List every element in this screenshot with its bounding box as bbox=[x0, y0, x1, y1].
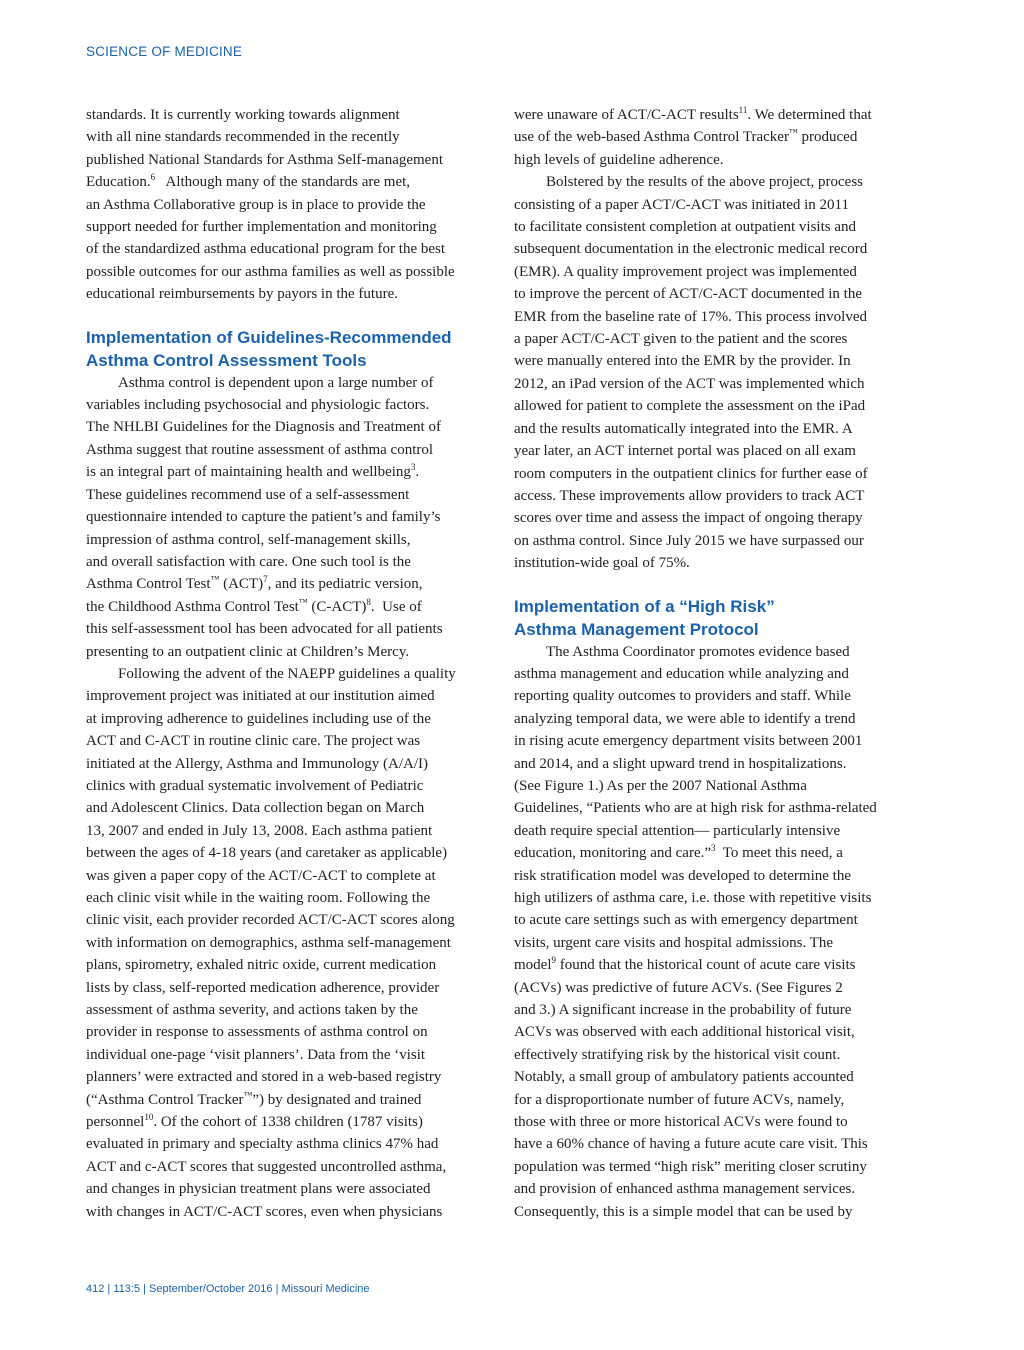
text-fragment: found that the historical count of acute care visits bbox=[556, 957, 856, 974]
text-line: Following the advent of the NAEPP guidelines a quality bbox=[118, 665, 456, 682]
trademark-symbol: ™ bbox=[243, 1089, 253, 1100]
heading-line: Implementation of Guidelines-Recommended bbox=[86, 327, 452, 347]
text-line: room computers in the outpatient clinics for further ease of bbox=[514, 465, 868, 482]
text-line: These guidelines recommend use of a self-assessment bbox=[86, 486, 410, 503]
text-line: with changes in ACT/C-ACT scores, even when physicians bbox=[86, 1203, 443, 1220]
text-fragment: . Use of bbox=[370, 598, 422, 615]
text-line: (See Figure 1.) As per the 2007 National Asthma bbox=[514, 777, 807, 794]
text-line: and 3.) A significant increase in the probability of future bbox=[514, 1002, 852, 1019]
text-fragment: (ACT) bbox=[219, 576, 264, 593]
text-line: lists by class, self-reported medication adherence, provider bbox=[86, 979, 440, 996]
text-fragment: To meet this need, a bbox=[715, 845, 843, 862]
text-fragment: Asthma Control Test bbox=[86, 576, 211, 593]
text-line: Guidelines, “Patients who are at high risk for asthma-related bbox=[514, 800, 877, 817]
text-line: scores over time and assess the impact of ongoing therapy bbox=[514, 510, 863, 527]
text-line: educational reimbursements by payors in the future. bbox=[86, 286, 398, 303]
text-line: death require special attention— particularly intensive bbox=[514, 822, 841, 839]
text-line: EMR from the baseline rate of 17%. This process involved bbox=[514, 308, 867, 325]
text-line: with information on demographics, asthma self-management bbox=[86, 934, 451, 951]
page-footer: 412 | 113:5 | September/October 2016 | Missouri Medicine bbox=[86, 1283, 370, 1295]
text-line: a paper ACT/C-ACT given to the patient and the scores bbox=[514, 331, 848, 348]
trademark-symbol: ™ bbox=[788, 127, 798, 138]
paragraph bbox=[514, 171, 924, 574]
text-line: Notably, a small group of ambulatory patients accounted bbox=[514, 1069, 854, 1086]
text-line: 13, 2007 and ended in July 13, 2008. Each asthma patient bbox=[86, 822, 433, 839]
text-fragment: use of the web-based Asthma Control Tracker bbox=[514, 129, 789, 146]
text-line: was given a paper copy of the ACT/C-ACT to complete at bbox=[86, 867, 436, 884]
text-line: to facilitate consistent completion at outpatient visits and bbox=[514, 219, 857, 236]
text-line bbox=[86, 1111, 496, 1133]
citation-ref: 8 bbox=[366, 596, 371, 607]
text-line: and 2014, and a slight upward trend in hospitalizations. bbox=[514, 755, 847, 772]
text-line: those with three or more historical ACVs were found to bbox=[514, 1114, 848, 1131]
text-line: visits, urgent care visits and hospital admissions. The bbox=[514, 934, 833, 951]
section-label: SCIENCE OF MEDICINE bbox=[86, 44, 243, 59]
text-fragment: Although many of the standards are met, bbox=[155, 174, 411, 191]
citation-ref: 9 bbox=[551, 955, 556, 966]
text-line bbox=[86, 461, 496, 483]
right-column bbox=[514, 104, 924, 1223]
text-line: improvement project was initiated at our institution aimed bbox=[86, 688, 435, 705]
text-line: each clinic visit while in the waiting room. Following the bbox=[86, 890, 431, 906]
text-fragment: personnel bbox=[86, 1114, 145, 1131]
text-line: assessment of asthma severity, and actions taken by the bbox=[86, 1002, 418, 1019]
text-line: between the ages of 4-18 years (and caretaker as applicable) bbox=[86, 845, 448, 862]
text-line: to improve the percent of ACT/C-ACT documented in the bbox=[514, 286, 862, 303]
text-line: on asthma control. Since July 2015 we have surpassed our bbox=[514, 532, 864, 549]
citation-ref: 6 bbox=[150, 172, 156, 183]
trademark-symbol: ™ bbox=[210, 574, 220, 585]
text-line: plans, spirometry, exhaled nitric oxide, current medication bbox=[86, 957, 437, 974]
text-fragment: . We determined that bbox=[747, 107, 872, 123]
text-fragment: model bbox=[514, 957, 552, 974]
text-line: possible outcomes for our asthma families as well as possible bbox=[86, 263, 455, 280]
text-line: ACT and c-ACT scores that suggested uncontrolled asthma, bbox=[86, 1158, 447, 1175]
text-fragment: were unaware of ACT/C-ACT results bbox=[514, 107, 739, 123]
text-line: an Asthma Collaborative group is in place to provide the bbox=[86, 196, 426, 213]
text-fragment: is an integral part of maintaining health and wellbeing bbox=[86, 464, 411, 481]
text-line bbox=[514, 954, 924, 976]
citation-ref: 7 bbox=[263, 574, 268, 585]
text-line: evaluated in primary and specialty asthma clinics 47% had bbox=[86, 1136, 439, 1153]
heading-line: Implementation of a “High Risk” bbox=[514, 596, 775, 616]
text-line: Asthma control is dependent upon a large number of bbox=[118, 374, 434, 391]
text-line: Consequently, this is a simple model that can be used by bbox=[514, 1203, 853, 1220]
text-fragment: produced bbox=[797, 129, 858, 146]
text-line: published National Standards for Asthma Self-management bbox=[86, 151, 444, 168]
text-line: questionnaire intended to capture the patient’s and family’s bbox=[86, 509, 441, 526]
text-fragment: . Of the cohort of 1338 children (1787 visits) bbox=[153, 1114, 423, 1131]
citation-ref: 10 bbox=[144, 1112, 154, 1123]
text-fragment: the Childhood Asthma Control Test bbox=[86, 598, 299, 615]
text-line bbox=[86, 573, 496, 595]
paragraph bbox=[514, 641, 924, 1224]
paragraph bbox=[514, 104, 924, 171]
text-line: at improving adherence to guidelines including use of the bbox=[86, 710, 431, 727]
text-fragment: . bbox=[415, 464, 420, 481]
text-line: ACVs was observed with each additional historical visit, bbox=[514, 1024, 855, 1041]
text-line bbox=[86, 171, 496, 193]
text-line: effectively stratifying risk by the historical visit count. bbox=[514, 1046, 841, 1063]
text-line: initiated at the Allergy, Asthma and Immunology (A/A/I) bbox=[86, 755, 429, 772]
text-line: risk stratification model was developed to determine the bbox=[514, 867, 851, 884]
text-line: provider in response to assessments of asthma control on bbox=[86, 1024, 428, 1041]
text-fragment: ”) by designated and trained bbox=[252, 1091, 422, 1108]
heading-line: Asthma Control Assessment Tools bbox=[86, 350, 367, 370]
text-fragment: , and its pediatric version, bbox=[267, 576, 423, 593]
citation-ref: 3 bbox=[711, 843, 716, 854]
citation-ref: 3 bbox=[410, 462, 416, 473]
paragraph bbox=[86, 372, 496, 663]
text-line: consisting of a paper ACT/C-ACT was initiated in 2011 bbox=[514, 196, 849, 213]
trademark-symbol: ™ bbox=[298, 596, 308, 607]
text-line: and changes in physician treatment plans were associated bbox=[86, 1181, 431, 1198]
text-line: high utilizers of asthma care, i.e. those with repetitive visits bbox=[514, 890, 872, 906]
text-line: support needed for further implementation and monitoring bbox=[86, 219, 437, 236]
text-line: 2012, an iPad version of the ACT was implemented which bbox=[514, 375, 865, 392]
heading-line: Asthma Management Protocol bbox=[514, 619, 759, 639]
text-line: and overall satisfaction with care. One such tool is the bbox=[86, 553, 411, 570]
text-line: individual one-page ‘visit planners’. Data from the ‘visit bbox=[86, 1046, 426, 1063]
text-line: impression of asthma control, self-management skills, bbox=[86, 531, 411, 548]
text-line: were manually entered into the EMR by the provider. In bbox=[514, 353, 851, 370]
text-line: Asthma suggest that routine assessment of asthma control bbox=[86, 441, 434, 458]
text-line bbox=[514, 104, 924, 126]
text-line: year later, an ACT internet portal was placed on all exam bbox=[514, 443, 856, 460]
text-line: and the results automatically integrated into the EMR. A bbox=[514, 420, 853, 437]
paragraph bbox=[86, 663, 496, 1223]
text-line: asthma management and education while analyzing and bbox=[514, 665, 849, 682]
section-heading bbox=[86, 326, 496, 372]
text-line: institution-wide goal of 75%. bbox=[514, 555, 690, 572]
text-line: analyzing temporal data, we were able to identify a trend bbox=[514, 710, 856, 727]
text-line: variables including psychosocial and physiologic factors. bbox=[86, 397, 430, 414]
text-line: allowed for patient to complete the assessment on the iPad bbox=[514, 398, 866, 415]
text-line bbox=[514, 842, 924, 864]
text-line: The NHLBI Guidelines for the Diagnosis and Treatment of bbox=[86, 419, 441, 436]
text-line: reporting quality outcomes to providers and staff. While bbox=[514, 688, 851, 705]
citation-ref: 11 bbox=[738, 105, 748, 115]
text-line: population was termed “high risk” meriting closer scrutiny bbox=[514, 1158, 867, 1175]
section-heading bbox=[514, 595, 924, 641]
left-column bbox=[86, 104, 496, 1223]
text-line: planners’ were extracted and stored in a web-based registry bbox=[86, 1069, 442, 1086]
text-line: in rising acute emergency department visits between 2001 bbox=[514, 733, 863, 750]
text-fragment: (C-ACT) bbox=[307, 598, 367, 615]
text-line: and Adolescent Clinics. Data collection began on March bbox=[86, 800, 425, 817]
text-line: to acute care settings such as with emergency department bbox=[514, 912, 858, 929]
text-line: and provision of enhanced asthma management services. bbox=[514, 1181, 856, 1198]
text-line: clinics with gradual systematic involvement of Pediatric bbox=[86, 777, 424, 794]
text-line: (EMR). A quality improvement project was implemented bbox=[514, 263, 857, 280]
text-line: The Asthma Coordinator promotes evidence based bbox=[546, 643, 850, 660]
text-line: for a disproportionate number of future ACVs, namely, bbox=[514, 1091, 845, 1108]
text-line bbox=[86, 596, 496, 618]
text-line: ACT and C-ACT in routine clinic care. The project was bbox=[86, 733, 421, 750]
text-fragment: (“Asthma Control Tracker bbox=[86, 1091, 244, 1108]
text-line: Bolstered by the results of the above project, process bbox=[546, 174, 863, 191]
text-line: (ACVs) was predictive of future ACVs. (See Figures 2 bbox=[514, 979, 843, 996]
text-line: clinic visit, each provider recorded ACT/C-ACT scores along bbox=[86, 912, 455, 929]
text-fragment: education, monitoring and care.” bbox=[514, 845, 712, 862]
text-fragment: Education. bbox=[86, 174, 151, 191]
text-line: standards. It is currently working towards alignment bbox=[86, 107, 400, 123]
text-line: this self-assessment tool has been advocated for all patients bbox=[86, 621, 443, 638]
text-line: presenting to an outpatient clinic at Children’s Mercy. bbox=[86, 643, 410, 660]
paragraph bbox=[86, 104, 496, 306]
text-line: access. These improvements allow providers to track ACT bbox=[514, 487, 865, 504]
text-line: have a 60% chance of having a future acute care visit. This bbox=[514, 1136, 868, 1153]
text-line: high levels of guideline adherence. bbox=[514, 151, 724, 168]
text-line: with all nine standards recommended in the recently bbox=[86, 129, 400, 146]
text-line bbox=[86, 1089, 496, 1111]
text-line bbox=[514, 126, 924, 148]
text-line: of the standardized asthma educational program for the best bbox=[86, 241, 446, 258]
text-line: subsequent documentation in the electronic medical record bbox=[514, 241, 868, 258]
